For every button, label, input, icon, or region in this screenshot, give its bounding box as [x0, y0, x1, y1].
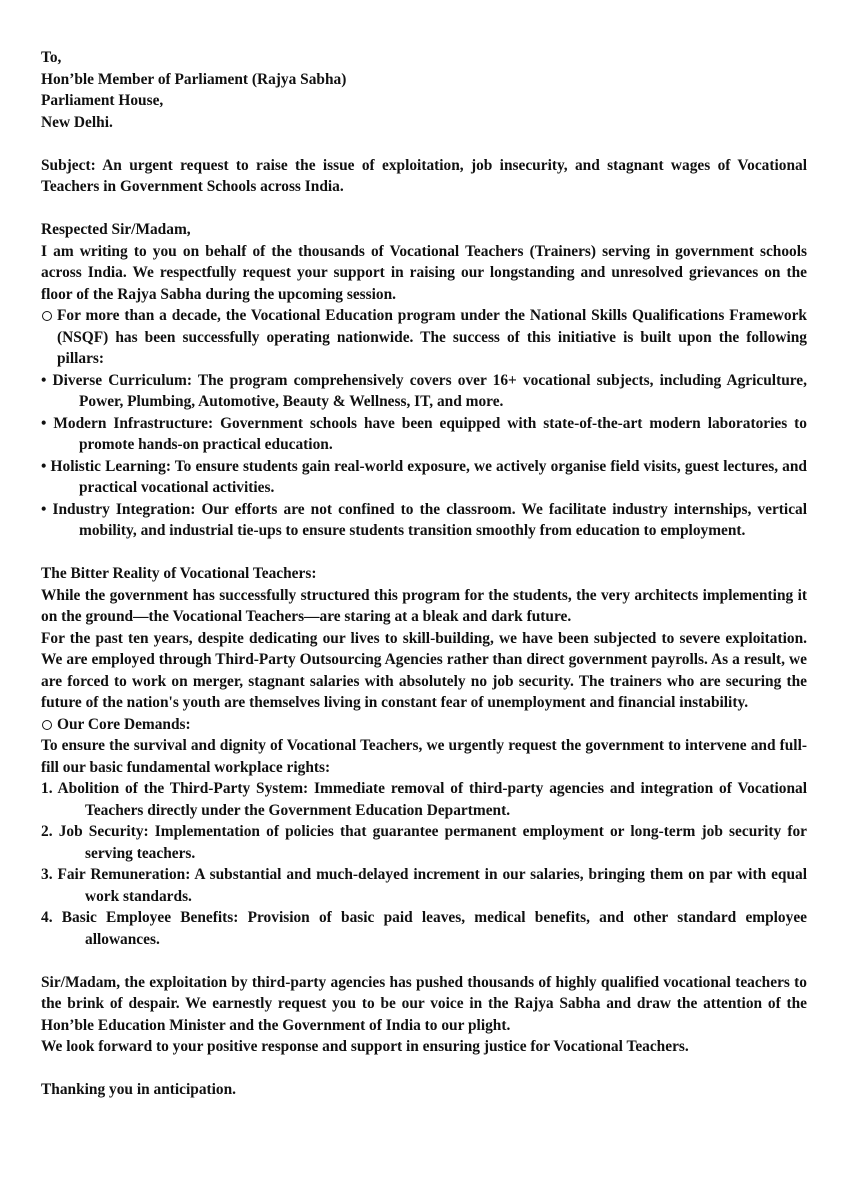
demands-heading-item [41, 714, 807, 736]
demands-intro: To ensure the survival and dignity of Vocational Teachers, we urgently request the government to intervene and full-fill our basic fundamental workplace rights: [41, 737, 807, 776]
thanks-line: Thanking you in anticipation. [41, 1081, 237, 1098]
reality-paragraph-2: For the past ten years, despite dedicating our lives to skill-building, we have been subjected to severe exploitation. We are employed through Third-Party Outsourcing Agencies rather than direct government payrolls. As a result, we are forced to work on merger, stagnant salaries with absolutely no job security. The trainers who are securing the future of the nation's youth are themselves living in constant fear of unemployment and financial instability. [41, 629, 807, 711]
spacer [41, 542, 807, 564]
demand-item: 1. Abolition of the Third-Party System: Immediate removal of third-party agencies and integration of Vocational Teachers directly under the Government Education Department. [41, 780, 807, 819]
subject-line: Subject: An urgent request to raise the issue of exploitation, job insecurity, and stagnant wages of Vocational Teachers in Government Schools across India. [41, 156, 807, 195]
spacer [41, 950, 807, 972]
spacer [41, 1058, 807, 1080]
reality-paragraph-1: While the government has successfully structured this program for the students, the very architects implementing it on the ground—the Vocational Teachers—are staring at a bleak and dark future. [41, 586, 807, 625]
address-building: Parliament House, [41, 92, 164, 109]
program-overview-text: For more than a decade, the Vocational Education program under the National Skills Qualifications Framework (NSQF) has been successfully operating nationwide. The success of this initiative is built upon the following pillars: [57, 307, 807, 367]
closing-paragraph-2: We look forward to your positive response and support in ensuring justice for Vocational Teachers. [41, 1038, 689, 1055]
salutation: Respected Sir/Madam, [41, 221, 191, 238]
demands-heading: Our Core Demands: [57, 715, 191, 733]
pillar-item: • Industry Integration: Our efforts are not confined to the classroom. We facilitate industry internships, vertical mobility, and industrial tie-ups to ensure students transition smoothly from education to employment. [41, 500, 807, 539]
intro-paragraph: I am writing to you on behalf of the thousands of Vocational Teachers (Trainers) serving in government schools across India. We respectfully request your support in raising our longstanding and unresolved grievances on the floor of the Rajya Sabha during the upcoming session. [41, 242, 807, 303]
reality-heading: The Bitter Reality of Vocational Teachers: [41, 565, 317, 582]
pillar-item: • Diverse Curriculum: The program comprehensively covers over 16+ vocational subjects, including Agriculture, Power, Plumbing, Automotive, Beauty & Wellness, IT, and more. [41, 371, 807, 410]
program-overview-item [41, 305, 807, 370]
spacer [41, 133, 807, 155]
circle-bullet-icon [42, 720, 52, 730]
demand-item: 3. Fair Remuneration: A substantial and much-delayed increment in our salaries, bringing them on par with equal work standards. [41, 866, 807, 905]
spacer [41, 198, 807, 220]
demand-item: 4. Basic Employee Benefits: Provision of basic paid leaves, medical benefits, and other standard employee allowances. [41, 909, 807, 948]
pillar-item: • Holistic Learning: To ensure students gain real-world exposure, we actively organise field visits, guest lectures, and practical vocational activities. [41, 457, 807, 496]
address-block [41, 47, 807, 133]
address-city: New Delhi. [41, 113, 113, 131]
address-recipient: Hon’ble Member of Parliament (Rajya Sabha) [41, 70, 347, 88]
pillar-item: • Modern Infrastructure: Government schools have been equipped with state-of-the-art modern laboratories to promote hands-on practical education. [41, 414, 807, 453]
closing-paragraph-1: Sir/Madam, the exploitation by third-party agencies has pushed thousands of highly qualified vocational teachers to the brink of despair. We earnestly request you to be our voice in the Rajya Sabha and draw the attention of the Hon’ble Education Minister and the Government of India to our plight. [41, 973, 807, 1034]
address-to: To, [41, 49, 62, 66]
circle-bullet-icon [42, 311, 52, 321]
demand-item: 2. Job Security: Implementation of policies that guarantee permanent employment or long-term job security for serving teachers. [41, 823, 807, 862]
